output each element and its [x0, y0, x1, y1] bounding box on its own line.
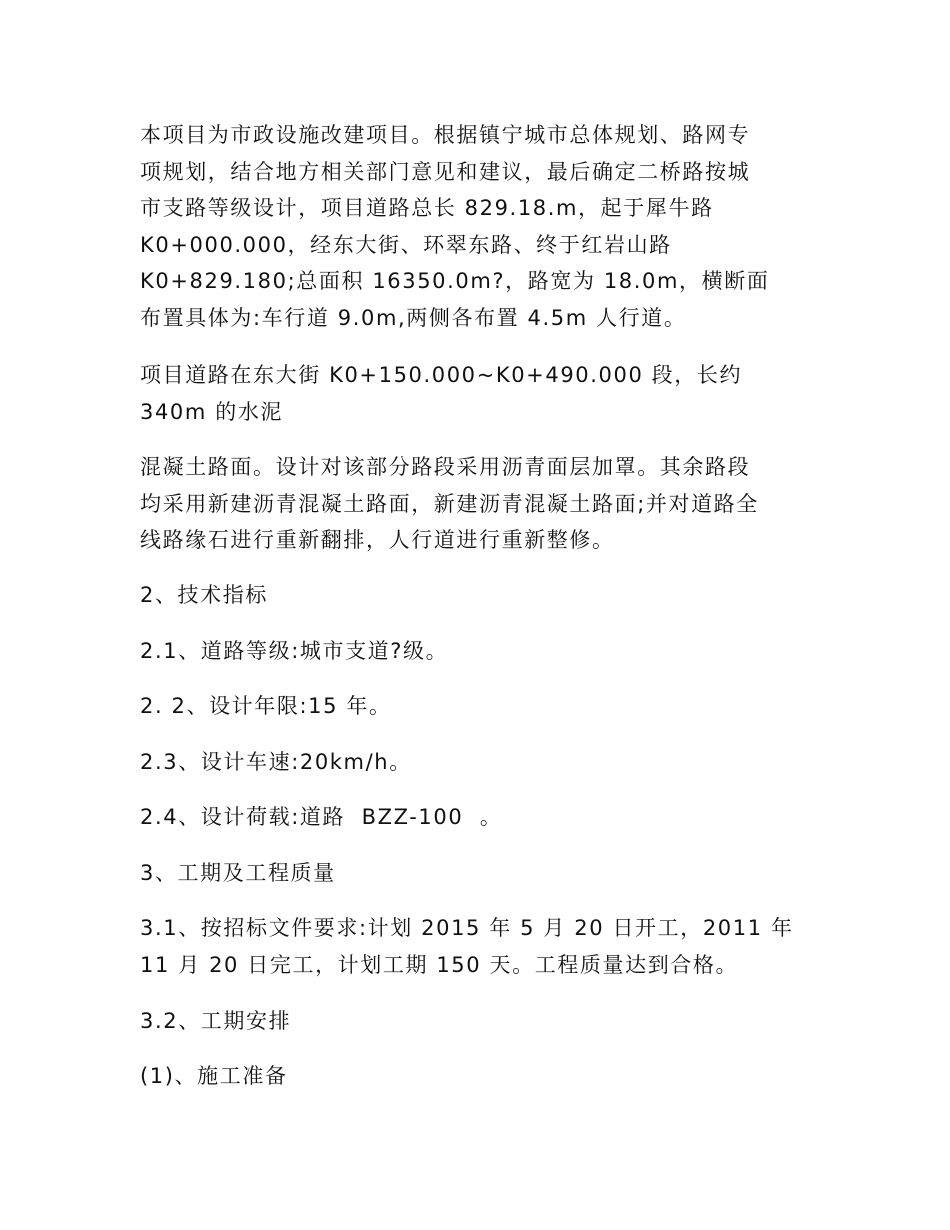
list-item: 2.1、道路等级:城市支道?级。 — [140, 639, 449, 663]
item-design-speed — [140, 744, 820, 781]
heading-technical-indicators — [140, 577, 820, 614]
section-heading: 3、工期及工程质量 — [140, 861, 336, 885]
text-line: K0+829.180;总面积 16350.0m?，路宽为 18.0m，横断面 — [140, 269, 770, 293]
list-item: (1)、施工准备 — [140, 1064, 288, 1088]
text-line: 混凝土路面。设计对该部分路段采用沥青面层加罩。其余路段 — [140, 455, 751, 479]
text-line: 本项目为市政设施改建项目。根据镇宁城市总体规划、路网专 — [140, 123, 751, 147]
heading-schedule-quality — [140, 855, 820, 892]
paragraph-tender-requirement — [140, 910, 820, 983]
text-line: 11 月 20 日完工，计划工期 150 天。工程质量达到合格。 — [140, 952, 739, 977]
text-line: K0+000.000，经东大街、环翠东路、终于红岩山路 — [140, 232, 672, 257]
text-line: 340m 的水泥 — [140, 399, 284, 424]
item-road-grade — [140, 633, 820, 670]
paragraph-road-section — [140, 357, 820, 430]
paragraph-pavement-design — [140, 449, 820, 559]
text-line: 线路缘石进行重新翻排，人行道进行重新整修。 — [140, 528, 615, 552]
list-item: 2.3、设计车速:20km/h。 — [140, 750, 412, 774]
item-construction-preparation — [140, 1058, 820, 1095]
heading-schedule-arrangement — [140, 1003, 820, 1040]
list-item: 2. 2、设计年限:15 年。 — [140, 694, 392, 718]
text-line: 项目道路在东大街 K0+150.000~K0+490.000 段，长约 — [140, 363, 743, 387]
item-design-load — [140, 799, 820, 836]
text-line: 布置具体为:车行道 9.0m,两侧各布置 4.5m 人行道。 — [140, 305, 687, 330]
text-line: 3.1、按招标文件要求:计划 2015 年 5 月 20 日开工，2011 年 — [140, 916, 794, 940]
text-line: 市支路等级设计，项目道路总长 829.18.m，起于犀牛路 — [140, 196, 714, 220]
item-design-life — [140, 688, 820, 725]
section-heading: 3.2、工期安排 — [140, 1009, 292, 1033]
paragraph-project-overview — [140, 117, 820, 336]
text-line: 均采用新建沥青混凝土路面，新建沥青混凝土路面;并对道路全 — [140, 491, 759, 516]
list-item: 2.4、设计荷载:道路 BZZ-100 。 — [140, 805, 503, 829]
section-heading: 2、技术指标 — [140, 583, 268, 607]
text-line: 项规划，结合地方相关部门意见和建议，最后确定二桥路按城 — [140, 159, 751, 184]
